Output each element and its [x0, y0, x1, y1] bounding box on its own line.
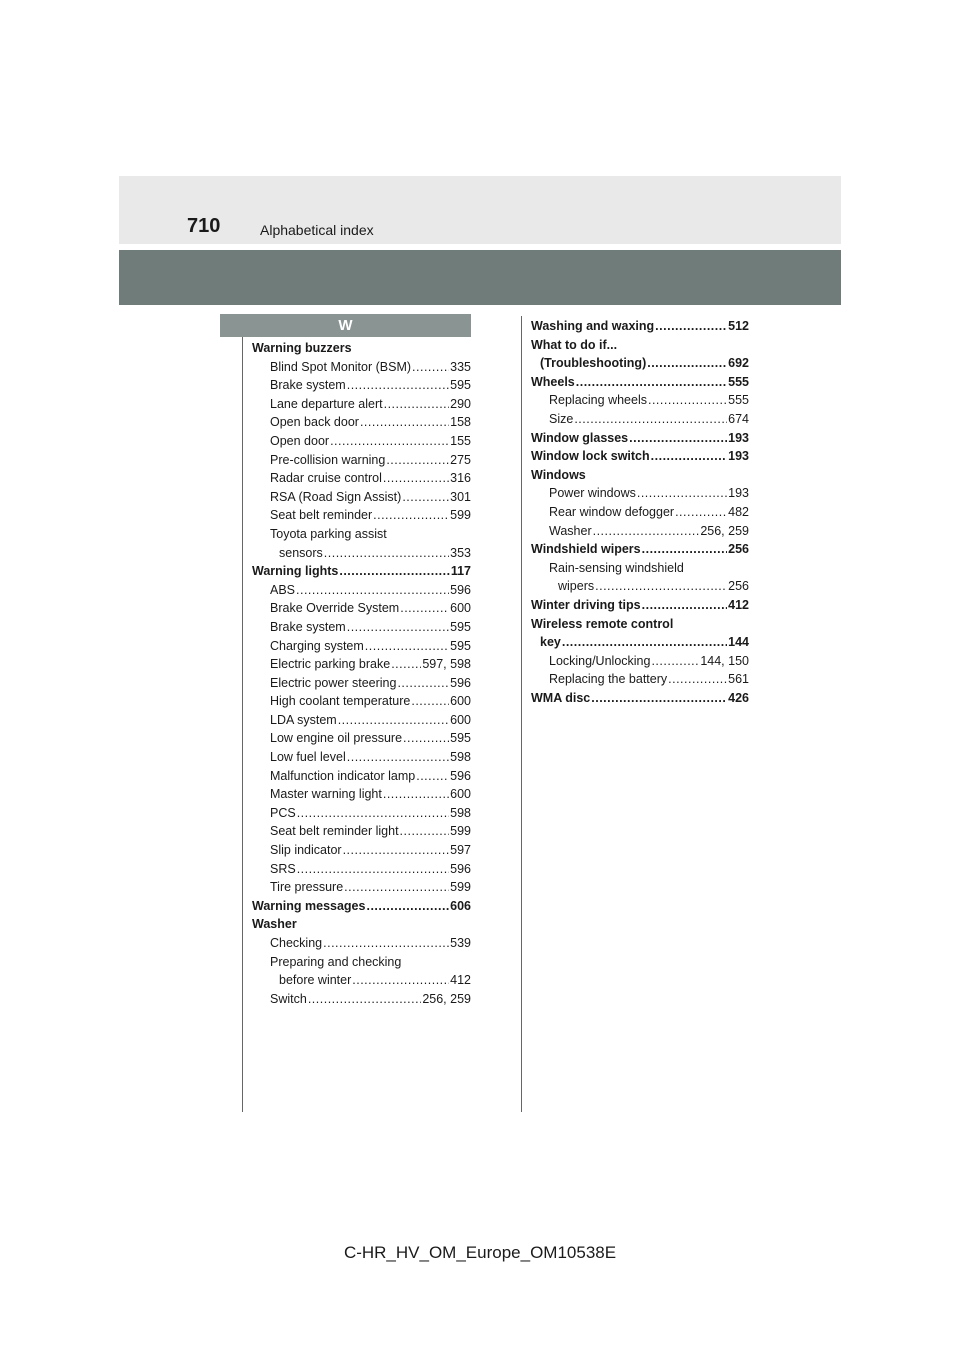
- index-entry-label: Malfunction indicator lamp: [270, 768, 416, 783]
- dot-leader: [411, 692, 449, 711]
- right-index-column: [531, 317, 749, 707]
- index-entry: [252, 897, 471, 916]
- dot-leader: [391, 655, 421, 674]
- index-entry-page: 539: [450, 936, 471, 950]
- index-entry-label: sensors: [279, 545, 323, 560]
- index-entry: [531, 466, 749, 485]
- index-entry: [252, 544, 471, 563]
- index-entry-label: Replacing the battery: [549, 672, 668, 687]
- index-entry: [252, 990, 471, 1009]
- index-entry-page: 144, 150: [700, 653, 749, 668]
- index-entry-page: 482: [728, 504, 749, 519]
- index-entry-page: 596: [450, 861, 471, 876]
- index-entry-label: Warning buzzers: [252, 341, 352, 355]
- index-entry-page: 412: [728, 597, 749, 612]
- index-entry-page: 335: [450, 359, 471, 374]
- dot-leader: [297, 860, 449, 879]
- index-entry: [531, 336, 749, 355]
- index-entry-page: 599: [450, 880, 471, 895]
- index-entry: [252, 451, 471, 470]
- index-entry: [531, 670, 749, 689]
- index-entry-label: Wireless remote control: [531, 616, 674, 631]
- dot-leader: [347, 618, 449, 637]
- index-entry-page: 555: [728, 393, 749, 408]
- index-entry: [531, 577, 749, 596]
- dot-leader: [400, 822, 450, 841]
- dot-leader: [675, 503, 727, 522]
- index-entry: [531, 447, 749, 466]
- index-entry: [252, 618, 471, 637]
- index-entry-page: 596: [450, 675, 471, 690]
- index-entry-label: WMA disc: [531, 690, 591, 705]
- index-entry: [252, 860, 471, 879]
- index-entry-label: Electric parking brake: [270, 657, 391, 672]
- dot-leader: [324, 544, 449, 563]
- index-entry-page: 599: [450, 508, 471, 523]
- index-entry-label: Brake Override System: [270, 601, 400, 616]
- index-entry: [531, 484, 749, 503]
- index-entry: [531, 522, 749, 541]
- index-entry: [252, 469, 471, 488]
- index-entry-label: Rain-sensing windshield: [549, 560, 684, 575]
- index-entry: [252, 413, 471, 432]
- index-entry: [252, 581, 471, 600]
- dot-leader: [366, 897, 449, 916]
- index-entry-label: SRS: [270, 861, 296, 876]
- dot-leader: [397, 674, 449, 693]
- dot-leader: [591, 689, 727, 708]
- index-entry: [531, 689, 749, 708]
- dot-leader: [323, 934, 449, 953]
- index-entry-label: wipers: [558, 579, 595, 594]
- left-index-column: [252, 339, 471, 1008]
- index-entry: [531, 540, 749, 559]
- index-entry: [252, 971, 471, 990]
- index-entry-label: Slip indicator: [270, 843, 342, 858]
- index-entry-page: 596: [450, 582, 471, 597]
- dot-leader: [308, 990, 422, 1009]
- index-entry: [252, 674, 471, 693]
- index-entry-label: Wheels: [531, 374, 575, 389]
- index-entry: [252, 562, 471, 581]
- dot-leader: [365, 637, 449, 656]
- index-entry-page: 561: [728, 672, 749, 687]
- index-entry: [531, 373, 749, 392]
- index-entry-page: 600: [450, 694, 471, 709]
- index-entry-page: 256: [728, 542, 749, 557]
- page-number: 710: [187, 215, 221, 237]
- index-entry-label: Lane departure alert: [270, 396, 383, 411]
- index-entry-page: 193: [728, 449, 749, 464]
- index-entry-label: Pre-collision warning: [270, 452, 386, 467]
- index-entry-page: 158: [450, 415, 471, 430]
- index-entry: [252, 506, 471, 525]
- index-entry-label: Low fuel level: [270, 750, 346, 765]
- dot-leader: [383, 785, 449, 804]
- header-dark-band: [119, 250, 841, 305]
- index-entry-label: Open door: [270, 433, 330, 448]
- index-entry-label: Washing and waxing: [531, 319, 655, 333]
- index-entry: [531, 559, 749, 578]
- index-entry-label: Warning lights: [252, 564, 339, 579]
- dot-leader: [339, 562, 449, 581]
- dot-leader: [655, 317, 727, 336]
- index-entry: [252, 748, 471, 767]
- index-entry: [531, 317, 749, 336]
- dot-leader: [400, 599, 449, 618]
- index-entry: [252, 878, 471, 897]
- index-entry-page: 600: [450, 601, 471, 616]
- index-entry: [531, 633, 749, 652]
- index-entry-page: 155: [450, 433, 471, 448]
- index-entry-label: Seat belt reminder: [270, 508, 373, 523]
- dot-leader: [373, 506, 449, 525]
- index-entry: [252, 804, 471, 823]
- dot-leader: [412, 358, 449, 377]
- index-entry: [531, 391, 749, 410]
- dot-leader: [651, 447, 727, 466]
- index-entry-label: Windshield wipers: [531, 542, 641, 557]
- dot-leader: [416, 767, 449, 786]
- index-entry-page: 606: [450, 898, 471, 913]
- index-entry-label: Power windows: [549, 486, 636, 501]
- index-entry-page: 597, 598: [422, 657, 471, 672]
- index-entry-label: Rear window defogger: [549, 504, 675, 519]
- dot-leader: [647, 354, 727, 373]
- index-entry: [252, 395, 471, 414]
- index-entry-page: 316: [450, 471, 471, 486]
- dot-leader: [593, 522, 700, 541]
- dot-leader: [386, 451, 449, 470]
- index-entry-label: Window lock switch: [531, 449, 650, 464]
- index-entry: [252, 376, 471, 395]
- dot-leader: [642, 596, 728, 615]
- dot-leader: [338, 711, 449, 730]
- index-entry: [531, 503, 749, 522]
- index-entry-label: Replacing wheels: [549, 393, 647, 408]
- index-entry-page: 674: [728, 411, 749, 426]
- dot-leader: [595, 577, 727, 596]
- index-entry-label: Checking: [270, 936, 323, 950]
- index-entry-page: 595: [450, 619, 471, 634]
- index-entry-page: 412: [450, 973, 471, 988]
- index-entry-page: 595: [450, 731, 471, 746]
- index-entry-page: 595: [450, 638, 471, 653]
- index-entry: [252, 934, 471, 953]
- index-entry-page: 597: [450, 843, 471, 858]
- index-entry-label: Master warning light: [270, 787, 382, 802]
- index-entry-label: High coolant temperature: [270, 694, 411, 709]
- index-entry: [252, 729, 471, 748]
- index-entry: [252, 692, 471, 711]
- index-entry-label: Radar cruise control: [270, 471, 382, 486]
- dot-leader: [574, 410, 727, 429]
- index-entry-page: 598: [450, 750, 471, 765]
- dot-leader: [352, 971, 449, 990]
- index-entry: [252, 822, 471, 841]
- index-entry-page: 256, 259: [700, 523, 749, 538]
- dot-leader: [648, 391, 727, 410]
- index-entry-label: Windows: [531, 467, 586, 482]
- index-entry-page: 595: [450, 378, 471, 393]
- index-entry-label: LDA system: [270, 712, 337, 727]
- dot-leader: [651, 652, 699, 671]
- index-entry: [252, 432, 471, 451]
- index-entry-page: 353: [450, 545, 471, 560]
- index-entry: [252, 711, 471, 730]
- index-entry-label: Preparing and checking: [270, 954, 402, 969]
- index-entry-label: Winter driving tips: [531, 597, 641, 612]
- index-entry-label: PCS: [270, 805, 296, 820]
- dot-leader: [297, 804, 449, 823]
- index-entry-label: Open back door: [270, 415, 359, 430]
- index-entry: [531, 652, 749, 671]
- index-entry-label: Blind Spot Monitor (BSM): [270, 359, 412, 374]
- index-entry: [252, 358, 471, 377]
- dot-leader: [360, 413, 449, 432]
- document-footer: C-HR_HV_OM_Europe_OM10538E: [343, 1243, 617, 1262]
- index-entry-page: 555: [728, 374, 749, 389]
- index-entry-page: 193: [728, 486, 749, 501]
- index-entry-label: Washer: [252, 917, 297, 932]
- index-entry-page: 301: [450, 489, 471, 504]
- index-entry: [252, 488, 471, 507]
- index-entry-page: 599: [450, 824, 471, 839]
- index-entry-label: Toyota parking assist: [270, 526, 387, 541]
- index-entry: [531, 410, 749, 429]
- header-band: [119, 176, 841, 244]
- dot-leader: [562, 633, 727, 652]
- index-entry-label: key: [540, 635, 561, 650]
- dot-leader: [402, 488, 449, 507]
- index-entry: [252, 525, 471, 544]
- index-entry-page: 426: [728, 690, 749, 705]
- dot-leader: [344, 878, 449, 897]
- dot-leader: [343, 841, 450, 860]
- index-entry-page: 144: [728, 635, 749, 650]
- index-entry-label: (Troubleshooting): [540, 356, 647, 371]
- dot-leader: [330, 432, 449, 451]
- index-entry-label: ABS: [270, 582, 296, 597]
- index-entry-label: Low engine oil pressure: [270, 731, 403, 746]
- index-entry-label: Seat belt reminder light: [270, 824, 399, 839]
- index-entry-label: RSA (Road Sign Assist): [270, 489, 402, 504]
- index-entry: [252, 339, 471, 358]
- dot-leader: [296, 581, 449, 600]
- index-entry-page: 256: [728, 579, 749, 594]
- index-entry-label: Charging system: [270, 638, 364, 653]
- index-entry-page: 512: [728, 319, 749, 333]
- index-entry-page: 193: [728, 430, 749, 445]
- index-entry-page: 598: [450, 805, 471, 820]
- dot-leader: [668, 670, 727, 689]
- section-title: Alphabetical index: [260, 222, 374, 238]
- index-entry-page: 600: [450, 787, 471, 802]
- index-entry-label: Locking/Unlocking: [549, 653, 651, 668]
- index-entry: [252, 785, 471, 804]
- index-entry: [531, 429, 749, 448]
- index-entry-label: Tire pressure: [270, 880, 344, 895]
- index-entry: [531, 615, 749, 634]
- dot-leader: [637, 484, 727, 503]
- index-entry-label: Electric power steering: [270, 675, 397, 690]
- index-entry-label: Brake system: [270, 619, 346, 634]
- index-entry-label: Washer: [549, 523, 592, 538]
- index-entry: [531, 354, 749, 373]
- index-entry-label: Warning messages: [252, 898, 366, 913]
- index-letter-heading: W: [220, 314, 471, 337]
- index-entry: [252, 953, 471, 972]
- dot-leader: [403, 729, 449, 748]
- index-entry: [531, 596, 749, 615]
- index-entry: [252, 841, 471, 860]
- dot-leader: [576, 373, 727, 392]
- dot-leader: [384, 395, 450, 414]
- index-entry: [252, 767, 471, 786]
- right-column-rule: [521, 316, 522, 1112]
- dot-leader: [347, 748, 449, 767]
- index-entry-page: 596: [450, 768, 471, 783]
- index-entry-label: What to do if...: [531, 337, 618, 352]
- index-entry-label: Size: [549, 411, 574, 426]
- dot-leader: [347, 376, 449, 395]
- left-column-rule: [242, 337, 243, 1112]
- index-entry: [252, 915, 471, 934]
- index-entry: [252, 599, 471, 618]
- dot-leader: [642, 540, 728, 559]
- index-entry-page: 290: [450, 396, 471, 411]
- index-entry-page: 275: [450, 452, 471, 467]
- index-entry-label: Window glasses: [531, 430, 629, 445]
- index-entry: [252, 637, 471, 656]
- dot-leader: [383, 469, 449, 488]
- index-entry-page: 600: [450, 712, 471, 727]
- index-entry-label: Switch: [270, 991, 307, 1006]
- index-entry: [252, 655, 471, 674]
- index-entry-page: 256, 259: [422, 991, 471, 1006]
- index-entry-page: 117: [450, 564, 471, 579]
- index-entry-label: before winter: [279, 973, 352, 988]
- index-entry-label: Brake system: [270, 378, 346, 393]
- dot-leader: [629, 429, 727, 448]
- index-entry-page: 692: [728, 356, 749, 371]
